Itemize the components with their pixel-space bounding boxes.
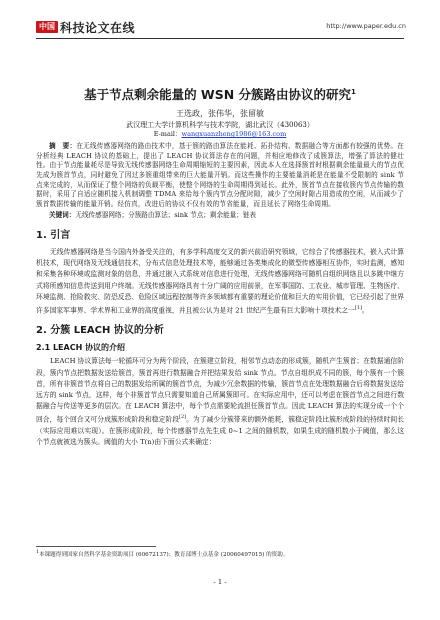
site-header [0, 0, 440, 36]
section-heading-leach-analysis: 2. 分簇 LEACH 协议的分析 [36, 325, 164, 337]
affiliation: 武汉理工大学计算机科学与技术学院，湖北武汉（430063） [126, 121, 314, 130]
email-line [36, 130, 404, 138]
abstract-label: 摘 要： [49, 142, 77, 151]
page-number: - 1 - [213, 578, 227, 586]
citation-2[interactable]: [2] [179, 414, 187, 421]
footnote-text: $^1$本课题得到国家自然科学基金资助项目 (60672137)；教育部博士点基金 (20060497015) 的资助。 [36, 550, 289, 558]
logo-text: 科技论文在线 [60, 20, 136, 35]
title-footnote-mark: 1 [351, 88, 356, 96]
logo-mark: 中国 [36, 21, 58, 33]
site-logo[interactable] [36, 20, 135, 34]
footnote-body: 本课题得到国家自然科学基金资助项目 (60672137)；教育部博士点基金 (20060497015) 的资助。 [38, 551, 289, 558]
citation-1[interactable]: [1] [354, 304, 362, 311]
subsection-heading-leach-intro: 2.1 LEACH 协议的介绍 [36, 343, 126, 353]
email-link[interactable]: wangxuanzheng1986@163.com [181, 130, 287, 139]
section-heading-introduction: 1. 引言 [36, 229, 71, 241]
introduction-end: 。 [361, 306, 369, 315]
keywords [36, 211, 404, 221]
introduction-text: 无线传感器网络是当今国内外备受关注的，有多学科高度交叉的新兴前沿研究领域，它综合了传感器技术，嵌入式计算机技术，现代网络及无线通信技术，分布式信息处理技术等，能够通过各类集成化的微型传感器相互协作，实时监测，感知和采集各种环境或监测对象的信息，并通过嵌入式系统对信息进行处理，无线传感器网络可随机自组织网络且以多跳中继方式将所感知信息传送到用户终端。无线传感器网络具有十分广阔的应用前景，在军事国防、工农业、城市管理、生物医疗、环境监测、抢险救灾、防恐反恐、危险区域远程控制等许多领域都有重要的理论价值和巨大的实用价值，它已经引起了世界许多国家军事界、学术界和工业界的高度重视，并且被公认为是对 21 世纪产生最有巨大影响十项技术之一 [36, 247, 404, 315]
header-rule [36, 38, 404, 39]
authors: 王选政，张伟华，张留敏 [176, 109, 264, 119]
leach-intro-text-b: 。为了减少分簇带来的额外能耗，簇稳定阶段比簇形成阶段的持续时间长（实际应用难以实现）。在簇形成阶段，每个传感器节点先生成 0~1 之间的随机数，如果生成的随机数小于阈值，那么这个节点就被选为簇头。阈值的大小 T(n)由下面公式来确定： [36, 415, 404, 447]
paper-body [36, 44, 404, 448]
footnote-rule [36, 546, 156, 547]
leach-intro-text-a: LEACH 协议算法每一轮循环可分为两个阶段，在簇建立阶段，相邻节点动态的形成簇，随机产生簇首；在数据通信阶段，簇内节点把数据发送给簇首，簇首再进行数据融合并把结果发给 sink 节点。节点自组织成不同的簇，每个簇有一个簇首，所有非簇首节点将自己的数据发给所属的簇首节点，为减少冗余数据的传输，簇首节点在处理数据融合后将数据发送给远方的 sink 节点，这样，每个非簇首节点只需要知道自己所属簇即可。在实际应用中，还可以考虑在簇首节点之间进行数据融合与传送等更多的层次。在 LEACH 算法中，每个节点需要轮流担任簇首节点。因此 LEACH 算法的实现分成一个个回合，每个回合又可分成簇形成阶段和稳定阶段 [36, 357, 404, 424]
abstract-text: 在无线传感器网络的路由技术中，基于簇的路由算法在能耗、拓扑结构、数据融合等方面都有较强的优势。在分析经典 LEACH 协议的基础上，提出了 LEACH 协议算法存在的问题，并相应地修改了成簇算法，增强了算法的健壮性。由于节点能量耗尽是导致无线传感器网络生命周期缩短的主要因素，因此本人在选择簇首时根据剩余能量最大的节点优先成为簇首节点，同时避免了因过多簇重组带来的巨大能量开销。而这些操作的主要能量消耗是在能量不受限制的 sink 节点来完成的，从而保证了整个网络的负载平衡，使整个网络的生命周期得到延长。此外，簇首节点在接收簇内节点传输的数据时，采用了自适应随机接入机制调整 TDMA 来给每个簇内节点分配时隙，减少了空闲时隙占用造成的空闲，从而减少了簇首数据传输的能量开销。经仿真，改进后的协议不仅有效的节省能量，而且延长了网络生命周期。 [36, 142, 404, 208]
footnote [36, 546, 404, 559]
abstract [36, 142, 404, 209]
site-url[interactable]: http://www.paper.edu.cn [326, 22, 406, 30]
keywords-text: 无线传感器网络；分簇路由算法；sink 节点；剩余能量；链表 [75, 211, 257, 220]
paper-title-text: 基于节点剩余能量的 WSN 分簇路由协议的研究 [84, 87, 352, 103]
email-label: E-mail： [153, 130, 182, 139]
introduction-paragraph [36, 247, 404, 316]
keywords-label: 关键词： [49, 211, 76, 220]
paper-title [36, 84, 404, 103]
leach-intro-paragraph [36, 356, 404, 448]
